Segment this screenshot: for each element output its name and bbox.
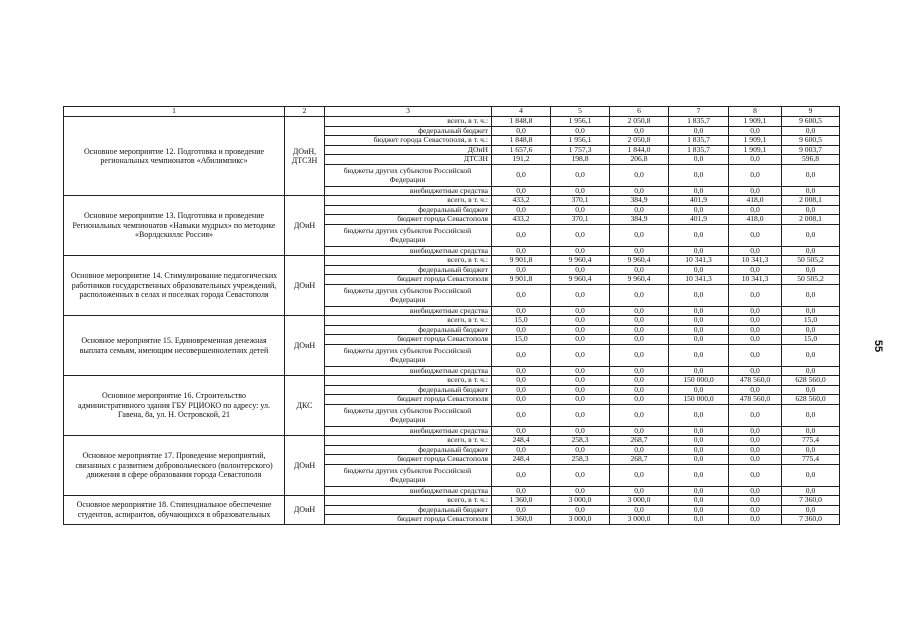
- value-cell: 0,0: [492, 344, 551, 366]
- value-cell: 401,9: [669, 215, 729, 225]
- funding-source-cell: бюджет города Севастополя: [325, 395, 492, 405]
- activity-cell: Основное мероприятие 17. Проведение мероприятий, связанных с развитием добровольческого (волонтерского) движения в сфере образования города Севастополя: [64, 436, 285, 496]
- funding-source-cell: бюджет города Севастополя, в т. ч.:: [325, 136, 492, 146]
- value-cell: 418,0: [729, 215, 782, 225]
- value-cell: 0,0: [782, 366, 840, 376]
- funding-source-cell: бюджеты других субъектов Российской Федерации: [325, 164, 492, 186]
- value-cell: 0,0: [492, 186, 551, 196]
- value-cell: 0,0: [729, 366, 782, 376]
- executor-cell: ДОиН: [285, 496, 325, 525]
- value-cell: 0,0: [729, 316, 782, 326]
- funding-source-cell: всего, в т. ч.:: [325, 436, 492, 446]
- value-cell: 0,0: [729, 246, 782, 256]
- funding-source-cell: бюджеты других субъектов Российской Федерации: [325, 284, 492, 306]
- value-cell: 628 560,0: [782, 376, 840, 386]
- value-cell: 370,1: [551, 196, 610, 206]
- value-cell: 0,0: [782, 246, 840, 256]
- value-cell: 9 960,4: [551, 275, 610, 285]
- value-cell: 0,0: [782, 505, 840, 515]
- value-cell: 9 003,7: [782, 145, 840, 155]
- value-cell: 0,0: [492, 164, 551, 186]
- value-cell: 384,9: [610, 196, 669, 206]
- funding-source-cell: федеральный бюджет: [325, 126, 492, 136]
- value-cell: 0,0: [669, 366, 729, 376]
- value-cell: 3 000,0: [610, 496, 669, 506]
- value-cell: 191,2: [492, 155, 551, 165]
- table-row: [64, 436, 840, 446]
- value-cell: 0,0: [729, 325, 782, 335]
- value-cell: 0,0: [492, 464, 551, 486]
- value-cell: 0,0: [669, 436, 729, 446]
- value-cell: 0,0: [729, 404, 782, 426]
- funding-source-cell: всего, в т. ч.:: [325, 117, 492, 127]
- value-cell: 0,0: [551, 316, 610, 326]
- value-cell: 1 956,1: [551, 117, 610, 127]
- table-row: [64, 376, 840, 386]
- value-cell: 1 848,8: [492, 117, 551, 127]
- value-cell: 0,0: [610, 486, 669, 496]
- value-cell: 0,0: [729, 284, 782, 306]
- value-cell: 0,0: [551, 205, 610, 215]
- value-cell: 9 901,8: [492, 256, 551, 266]
- value-cell: 9 600,5: [782, 117, 840, 127]
- value-cell: 150 000,0: [669, 395, 729, 405]
- value-cell: 0,0: [729, 455, 782, 465]
- value-cell: 0,0: [492, 224, 551, 246]
- value-cell: 0,0: [669, 385, 729, 395]
- value-cell: 0,0: [492, 126, 551, 136]
- value-cell: 596,8: [782, 155, 840, 165]
- value-cell: 775,4: [782, 436, 840, 446]
- header-row: [64, 107, 840, 117]
- value-cell: 0,0: [610, 464, 669, 486]
- value-cell: 0,0: [729, 486, 782, 496]
- value-cell: 0,0: [551, 284, 610, 306]
- value-cell: 0,0: [729, 496, 782, 506]
- value-cell: 0,0: [729, 306, 782, 316]
- executor-cell: ДКС: [285, 376, 325, 436]
- value-cell: 0,0: [610, 316, 669, 326]
- value-cell: 0,0: [782, 205, 840, 215]
- funding-source-cell: федеральный бюджет: [325, 505, 492, 515]
- header-cell: 3: [325, 107, 492, 117]
- table-row: [64, 496, 840, 506]
- header-cell: 2: [285, 107, 325, 117]
- value-cell: 1 956,1: [551, 136, 610, 146]
- value-cell: 0,0: [669, 306, 729, 316]
- value-cell: 0,0: [492, 366, 551, 376]
- funding-source-cell: внебюджетные средства: [325, 366, 492, 376]
- value-cell: 268,7: [610, 455, 669, 465]
- value-cell: 248,4: [492, 455, 551, 465]
- value-cell: 0,0: [729, 445, 782, 455]
- executor-cell: ДОиН: [285, 316, 325, 376]
- value-cell: 0,0: [551, 486, 610, 496]
- funding-source-cell: внебюджетные средства: [325, 246, 492, 256]
- value-cell: 0,0: [669, 426, 729, 436]
- value-cell: 0,0: [782, 464, 840, 486]
- value-cell: 0,0: [669, 155, 729, 165]
- value-cell: 0,0: [551, 164, 610, 186]
- value-cell: 0,0: [782, 265, 840, 275]
- value-cell: 0,0: [729, 205, 782, 215]
- funding-source-cell: федеральный бюджет: [325, 445, 492, 455]
- value-cell: 0,0: [729, 344, 782, 366]
- value-cell: 0,0: [610, 246, 669, 256]
- funding-source-cell: всего, в т. ч.:: [325, 376, 492, 386]
- value-cell: 3 000,0: [551, 515, 610, 525]
- value-cell: 1 909,1: [729, 136, 782, 146]
- value-cell: 50 505,2: [782, 275, 840, 285]
- value-cell: 0,0: [610, 335, 669, 345]
- value-cell: 1 360,0: [492, 515, 551, 525]
- table-row: [64, 316, 840, 326]
- funding-source-cell: федеральный бюджет: [325, 265, 492, 275]
- value-cell: 0,0: [782, 126, 840, 136]
- value-cell: 0,0: [729, 436, 782, 446]
- value-cell: 418,0: [729, 196, 782, 206]
- funding-source-cell: бюджеты других субъектов Российской Федерации: [325, 224, 492, 246]
- value-cell: 0,0: [492, 445, 551, 455]
- funding-source-cell: ДОиН: [325, 145, 492, 155]
- value-cell: 0,0: [551, 344, 610, 366]
- value-cell: 0,0: [669, 126, 729, 136]
- funding-source-cell: бюджет города Севастополя: [325, 455, 492, 465]
- value-cell: 0,0: [492, 306, 551, 316]
- page-number: 55: [872, 339, 885, 353]
- value-cell: 0,0: [610, 344, 669, 366]
- funding-source-cell: федеральный бюджет: [325, 205, 492, 215]
- value-cell: 0,0: [782, 426, 840, 436]
- value-cell: 0,0: [492, 246, 551, 256]
- value-cell: 0,0: [492, 426, 551, 436]
- value-cell: 0,0: [551, 335, 610, 345]
- funding-source-cell: всего, в т. ч.:: [325, 496, 492, 506]
- value-cell: 15,0: [492, 316, 551, 326]
- activity-cell: Основное мероприятие 16. Строительство административного здания ГБУ РЦИОКО по адресу: ул. Гавена, 8а, ул. Н. Островской, 21: [64, 376, 285, 436]
- value-cell: 433,2: [492, 215, 551, 225]
- value-cell: 0,0: [492, 385, 551, 395]
- value-cell: 401,9: [669, 196, 729, 206]
- value-cell: 0,0: [669, 265, 729, 275]
- funding-source-cell: внебюджетные средства: [325, 186, 492, 196]
- value-cell: 0,0: [669, 515, 729, 525]
- value-cell: 0,0: [610, 395, 669, 405]
- value-cell: 0,0: [729, 224, 782, 246]
- value-cell: 0,0: [669, 496, 729, 506]
- value-cell: 0,0: [610, 164, 669, 186]
- value-cell: 0,0: [551, 265, 610, 275]
- funding-source-cell: бюджеты других субъектов Российской Федерации: [325, 344, 492, 366]
- value-cell: 0,0: [669, 486, 729, 496]
- value-cell: 150 000,0: [669, 376, 729, 386]
- value-cell: 0,0: [729, 155, 782, 165]
- executor-cell: ДОиН: [285, 196, 325, 256]
- value-cell: 0,0: [610, 205, 669, 215]
- value-cell: 0,0: [551, 445, 610, 455]
- value-cell: 9 960,4: [551, 256, 610, 266]
- value-cell: 478 560,0: [729, 395, 782, 405]
- value-cell: 0,0: [551, 385, 610, 395]
- value-cell: 10 341,3: [669, 256, 729, 266]
- value-cell: 3 000,0: [551, 496, 610, 506]
- value-cell: 0,0: [610, 224, 669, 246]
- value-cell: 0,0: [492, 205, 551, 215]
- value-cell: 1 909,1: [729, 117, 782, 127]
- value-cell: 15,0: [492, 335, 551, 345]
- value-cell: 268,7: [610, 436, 669, 446]
- header-cell: 4: [492, 107, 551, 117]
- value-cell: 0,0: [669, 464, 729, 486]
- value-cell: 0,0: [782, 224, 840, 246]
- value-cell: 384,9: [610, 215, 669, 225]
- funding-source-cell: федеральный бюджет: [325, 385, 492, 395]
- header-cell: 1: [64, 107, 285, 117]
- funding-source-cell: бюджет города Севастополя: [325, 215, 492, 225]
- value-cell: 0,0: [492, 395, 551, 405]
- value-cell: 0,0: [551, 325, 610, 335]
- value-cell: 50 505,2: [782, 256, 840, 266]
- value-cell: 1 909,1: [729, 145, 782, 155]
- value-cell: 0,0: [782, 164, 840, 186]
- funding-source-cell: всего, в т. ч.:: [325, 196, 492, 206]
- value-cell: 10 341,3: [729, 256, 782, 266]
- value-cell: 0,0: [669, 205, 729, 215]
- value-cell: 0,0: [610, 404, 669, 426]
- funding-source-cell: всего, в т. ч.:: [325, 256, 492, 266]
- funding-source-cell: ДТСЗН: [325, 155, 492, 165]
- value-cell: 0,0: [782, 486, 840, 496]
- funding-source-cell: внебюджетные средства: [325, 486, 492, 496]
- value-cell: 1 835,7: [669, 136, 729, 146]
- value-cell: 0,0: [492, 265, 551, 275]
- value-cell: 0,0: [551, 376, 610, 386]
- activity-cell: Основное мероприятие 12. Подготовка и проведение региональных чемпионатов «Абилимпикс»: [64, 117, 285, 196]
- executor-cell: ДОиН: [285, 436, 325, 496]
- value-cell: 1 835,7: [669, 145, 729, 155]
- activity-cell: Основное мероприятие 18. Стипендиальное обеспечение студентов, аспирантов, обучающихся в образовательных: [64, 496, 285, 525]
- value-cell: 0,0: [669, 164, 729, 186]
- value-cell: 0,0: [729, 385, 782, 395]
- funding-source-cell: бюджеты других субъектов Российской Федерации: [325, 464, 492, 486]
- value-cell: 0,0: [782, 344, 840, 366]
- value-cell: 0,0: [492, 325, 551, 335]
- value-cell: 0,0: [610, 505, 669, 515]
- funding-source-cell: внебюджетные средства: [325, 306, 492, 316]
- value-cell: 433,2: [492, 196, 551, 206]
- value-cell: 0,0: [669, 284, 729, 306]
- value-cell: 0,0: [729, 164, 782, 186]
- value-cell: 0,0: [729, 265, 782, 275]
- activity-cell: Основное мероприятие 15. Единовременная денежная выплата семьям, имеющим несовершеннолетних детей: [64, 316, 285, 376]
- funding-source-cell: бюджеты других субъектов Российской Федерации: [325, 404, 492, 426]
- activity-cell: Основное мероприятие 14. Стимулирование педагогических работников государственных образовательных учреждений, расположенных в селах и поселках города Севастополя: [64, 256, 285, 316]
- value-cell: 0,0: [610, 366, 669, 376]
- header-cell: 8: [729, 107, 782, 117]
- value-cell: 0,0: [669, 404, 729, 426]
- header-cell: 9: [782, 107, 840, 117]
- value-cell: 2 050,8: [610, 117, 669, 127]
- funding-source-cell: бюджет города Севастополя: [325, 515, 492, 525]
- executor-cell: ДОиН, ДТСЗН: [285, 117, 325, 196]
- value-cell: 2 050,8: [610, 136, 669, 146]
- header-cell: 5: [551, 107, 610, 117]
- value-cell: 0,0: [610, 385, 669, 395]
- value-cell: 0,0: [551, 464, 610, 486]
- value-cell: 0,0: [669, 335, 729, 345]
- value-cell: 7 360,0: [782, 515, 840, 525]
- value-cell: 0,0: [492, 486, 551, 496]
- value-cell: 248,4: [492, 436, 551, 446]
- value-cell: 0,0: [729, 464, 782, 486]
- value-cell: 0,0: [782, 306, 840, 316]
- funding-source-cell: федеральный бюджет: [325, 325, 492, 335]
- value-cell: 0,0: [551, 306, 610, 316]
- value-cell: 0,0: [551, 505, 610, 515]
- value-cell: 1 844,0: [610, 145, 669, 155]
- value-cell: 0,0: [551, 395, 610, 405]
- value-cell: 0,0: [610, 126, 669, 136]
- value-cell: 0,0: [729, 515, 782, 525]
- value-cell: 1 848,8: [492, 136, 551, 146]
- table-row: [64, 196, 840, 206]
- value-cell: 9 600,5: [782, 136, 840, 146]
- value-cell: 0,0: [782, 385, 840, 395]
- value-cell: 10 341,3: [669, 275, 729, 285]
- value-cell: 0,0: [669, 455, 729, 465]
- value-cell: 0,0: [492, 376, 551, 386]
- executor-cell: ДОиН: [285, 256, 325, 316]
- value-cell: 198,8: [551, 155, 610, 165]
- value-cell: 0,0: [669, 325, 729, 335]
- table-row: [64, 117, 840, 127]
- value-cell: 0,0: [669, 505, 729, 515]
- value-cell: 258,3: [551, 455, 610, 465]
- table-row: [64, 256, 840, 266]
- value-cell: 7 360,0: [782, 496, 840, 506]
- value-cell: 0,0: [610, 265, 669, 275]
- value-cell: 3 000,0: [610, 515, 669, 525]
- value-cell: 0,0: [669, 186, 729, 196]
- value-cell: 0,0: [610, 325, 669, 335]
- value-cell: 628 560,0: [782, 395, 840, 405]
- value-cell: 0,0: [610, 376, 669, 386]
- value-cell: 9 901,8: [492, 275, 551, 285]
- value-cell: 9 960,4: [610, 256, 669, 266]
- funding-source-cell: всего, в т. ч.:: [325, 316, 492, 326]
- value-cell: 0,0: [551, 246, 610, 256]
- value-cell: 0,0: [729, 126, 782, 136]
- funding-source-cell: внебюджетные средства: [325, 426, 492, 436]
- value-cell: 0,0: [782, 186, 840, 196]
- funding-table: [63, 106, 840, 525]
- value-cell: 258,3: [551, 436, 610, 446]
- value-cell: 2 008,1: [782, 196, 840, 206]
- value-cell: 0,0: [782, 404, 840, 426]
- value-cell: 206,8: [610, 155, 669, 165]
- value-cell: 2 008,1: [782, 215, 840, 225]
- value-cell: 0,0: [551, 126, 610, 136]
- value-cell: 0,0: [610, 445, 669, 455]
- value-cell: 0,0: [729, 186, 782, 196]
- value-cell: 0,0: [492, 404, 551, 426]
- value-cell: 10 341,3: [729, 275, 782, 285]
- value-cell: 0,0: [610, 186, 669, 196]
- value-cell: 0,0: [729, 426, 782, 436]
- funding-source-cell: бюджет города Севастополя: [325, 275, 492, 285]
- value-cell: 9 960,4: [610, 275, 669, 285]
- activity-cell: Основное мероприятие 13. Подготовка и проведение Региональных чемпионатов «Навыки мудрых» по методике «Ворлдскиллс Россия»: [64, 196, 285, 256]
- value-cell: 0,0: [551, 426, 610, 436]
- value-cell: 0,0: [669, 344, 729, 366]
- value-cell: 775,4: [782, 455, 840, 465]
- value-cell: 0,0: [669, 246, 729, 256]
- table-body: [64, 107, 840, 525]
- value-cell: 0,0: [669, 445, 729, 455]
- value-cell: 0,0: [669, 224, 729, 246]
- value-cell: 0,0: [551, 404, 610, 426]
- value-cell: 1 835,7: [669, 117, 729, 127]
- value-cell: 1 757,3: [551, 145, 610, 155]
- value-cell: 15,0: [782, 335, 840, 345]
- value-cell: 1 360,0: [492, 496, 551, 506]
- funding-source-cell: бюджет города Севастополя: [325, 335, 492, 345]
- value-cell: 0,0: [610, 426, 669, 436]
- value-cell: 0,0: [492, 284, 551, 306]
- value-cell: 0,0: [610, 306, 669, 316]
- value-cell: 0,0: [729, 505, 782, 515]
- header-cell: 7: [669, 107, 729, 117]
- value-cell: 15,0: [782, 316, 840, 326]
- value-cell: 0,0: [782, 325, 840, 335]
- value-cell: 0,0: [669, 316, 729, 326]
- value-cell: 478 560,0: [729, 376, 782, 386]
- value-cell: 1 657,6: [492, 145, 551, 155]
- value-cell: 0,0: [551, 186, 610, 196]
- value-cell: 0,0: [729, 335, 782, 345]
- value-cell: 0,0: [551, 224, 610, 246]
- value-cell: 0,0: [551, 366, 610, 376]
- value-cell: 370,1: [551, 215, 610, 225]
- value-cell: 0,0: [782, 284, 840, 306]
- header-cell: 6: [610, 107, 669, 117]
- value-cell: 0,0: [492, 505, 551, 515]
- value-cell: 0,0: [610, 284, 669, 306]
- value-cell: 0,0: [782, 445, 840, 455]
